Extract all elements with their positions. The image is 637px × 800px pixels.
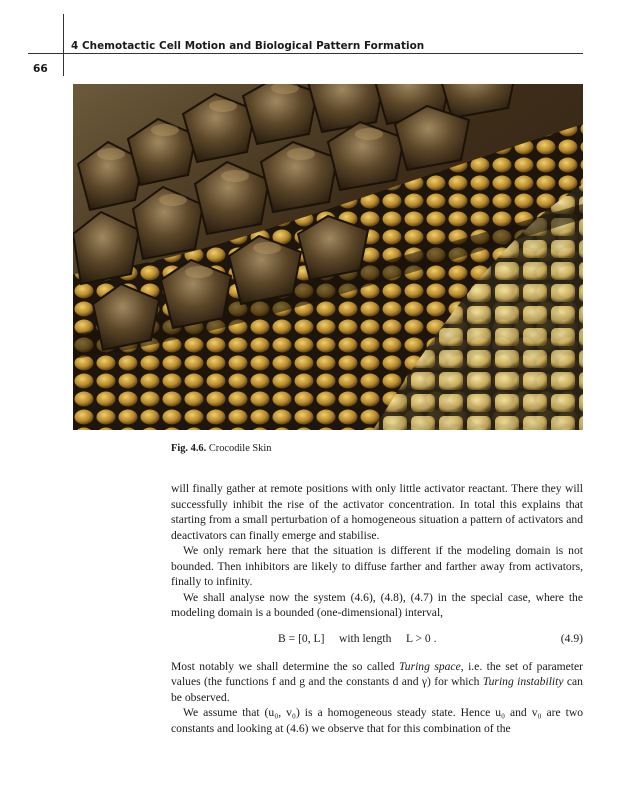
paragraph-1: will finally gather at remote positions with only little activator reactant. There they will successfully inhibit the rise of the activator concentration. In total this explains that starting from a small perturbation of a homogeneous situation a pattern of activators and deactivators can finally emerge and stabilise. xyxy=(171,482,583,542)
crocodile-skin-photo xyxy=(73,84,583,430)
term-turing-instability: Turing instability xyxy=(482,675,564,688)
equation-number: (4.9) xyxy=(560,631,583,645)
equation-body: B = [0, L] with length L > 0 . xyxy=(278,631,437,645)
equation-4-9 xyxy=(171,625,583,655)
header-horizontal-rule xyxy=(28,53,583,54)
figure-caption-text: Crocodile Skin xyxy=(208,443,272,454)
paragraph-2: We only remark here that the situation is different if the modeling domain is not bounded. Then inhibitors are likely to diffuse farther and farther away from activators, finally to infinity. xyxy=(171,544,583,588)
paragraph-4-part-a: Most notably we shall determine the so called xyxy=(171,659,399,673)
page-number: 66 xyxy=(33,63,48,75)
running-head: 4 Chemotactic Cell Motion and Biological Pattern Formation xyxy=(71,40,425,52)
paragraph-3: We shall analyse now the system (4.6), (4.8), (4.7) in the special case, where the modeling domain is a bounded (one-dimensional) interval, xyxy=(171,590,583,619)
paragraph-5: We assume that (u₀, v₀) is a homogeneous steady state. Hence u₀ and v₀ are two constants and looking at (4.6) we observe that for this combination of the xyxy=(171,706,583,735)
paragraph-4-part-b: , i.e. the set of parameter values (the functions f and g and the constants d and γ) for which xyxy=(171,659,583,688)
paragraph-4 xyxy=(171,659,583,706)
paragraph-4-part-c: can be observed. xyxy=(171,675,583,704)
body-text xyxy=(171,481,583,736)
figure-label: Fig. 4.6. xyxy=(171,443,207,454)
header-vertical-rule xyxy=(63,14,64,76)
crocodile-skin-illustration xyxy=(73,84,583,430)
term-turing-space: Turing space xyxy=(398,659,461,673)
figure-caption xyxy=(171,443,271,454)
